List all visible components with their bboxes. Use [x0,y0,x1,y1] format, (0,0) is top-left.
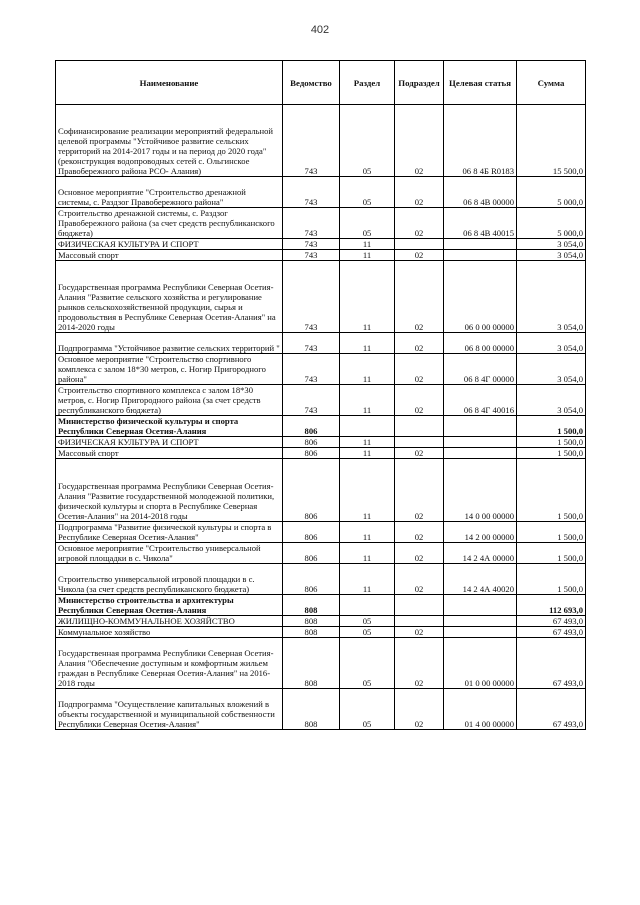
cell-dept: 808 [283,689,340,730]
cell-dept: 806 [283,437,340,448]
cell-name: Государственная программа Республики Северная Осетия-Алания "Развитие сельского хозяйства и регулирование рынков сельскохозяйственной продукции, сырья и продовольствия в Республике Северная Осетия-Алания" на 2014-2020 годы [56,261,283,333]
cell-target [444,437,517,448]
cell-subsection [395,595,444,616]
cell-dept: 743 [283,177,340,208]
cell-name: Подпрограмма "Развитие физической культуры и спорта в Республике Северная Осетия-Алания" [56,522,283,543]
cell-target [444,239,517,250]
cell-sum: 1 500,0 [517,543,586,564]
table-row [56,689,586,730]
table-row [56,437,586,448]
table-row [56,564,586,595]
header-target: Целевая статья [444,61,517,105]
header-name: Наименование [56,61,283,105]
cell-subsection: 02 [395,689,444,730]
cell-name: Софинансирование реализации мероприятий федеральной целевой программы "Устойчивое развитие сельских территорий на 2014-2017 годы и на период до 2020 года" (реконструкция водопроводных сетей с. Ольгинское Правобережного района РСО- Алания) [56,105,283,177]
cell-dept: 806 [283,448,340,459]
cell-subsection: 02 [395,354,444,385]
cell-sum: 1 500,0 [517,459,586,522]
cell-section: 11 [340,522,395,543]
cell-dept: 743 [283,261,340,333]
budget-table [55,60,586,730]
cell-target [444,616,517,627]
cell-dept: 808 [283,595,340,616]
cell-name: Массовый спорт [56,250,283,261]
cell-section: 05 [340,208,395,239]
table-header-row [56,61,586,105]
cell-name: Министерство строительства и архитектуры Республики Северная Осетия-Алания [56,595,283,616]
cell-section: 11 [340,354,395,385]
table-row [56,239,586,250]
cell-dept: 743 [283,208,340,239]
cell-dept: 743 [283,354,340,385]
cell-dept: 808 [283,627,340,638]
cell-name: Государственная программа Республики Северная Осетия-Алания "Развитие государственной молодежной политики, физической культуры и спорта в Республике Северная Осетия-Алания" на 2014-2018 годы [56,459,283,522]
cell-target: 06 8 4Б R0183 [444,105,517,177]
cell-dept: 806 [283,543,340,564]
cell-section: 05 [340,627,395,638]
cell-target [444,627,517,638]
cell-target [444,250,517,261]
cell-name: Основное мероприятие "Строительство универсальной игровой площадки в с. Чикола" [56,543,283,564]
cell-sum: 5 000,0 [517,208,586,239]
cell-section: 05 [340,616,395,627]
cell-sum: 67 493,0 [517,616,586,627]
cell-sum: 1 500,0 [517,448,586,459]
cell-target: 06 8 4Г 40016 [444,385,517,416]
table-row [56,459,586,522]
cell-subsection: 02 [395,564,444,595]
cell-target: 06 8 4В 40015 [444,208,517,239]
cell-sum: 1 500,0 [517,437,586,448]
cell-dept: 743 [283,385,340,416]
cell-section [340,595,395,616]
cell-dept: 806 [283,522,340,543]
cell-subsection: 02 [395,208,444,239]
cell-target [444,448,517,459]
cell-target: 06 8 4Г 00000 [444,354,517,385]
cell-sum: 1 500,0 [517,416,586,437]
cell-sum: 67 493,0 [517,689,586,730]
header-dept: Ведомство [283,61,340,105]
cell-name: Министерство физической культуры и спорта Республики Северная Осетия-Алания [56,416,283,437]
cell-section: 05 [340,689,395,730]
table-row [56,595,586,616]
cell-section: 11 [340,543,395,564]
table-row [56,208,586,239]
table-row [56,250,586,261]
cell-target: 14 2 00 00000 [444,522,517,543]
cell-section: 11 [340,385,395,416]
cell-target: 14 2 4А 00000 [444,543,517,564]
cell-target: 06 0 00 00000 [444,261,517,333]
cell-sum: 3 054,0 [517,239,586,250]
table-row [56,616,586,627]
cell-name: ФИЗИЧЕСКАЯ КУЛЬТУРА И СПОРТ [56,437,283,448]
cell-section: 05 [340,638,395,689]
table-row [56,261,586,333]
cell-section: 11 [340,261,395,333]
cell-name: Подпрограмма "Устойчивое развитие сельских территорий " [56,333,283,354]
cell-subsection: 02 [395,105,444,177]
cell-subsection: 02 [395,333,444,354]
cell-section: 11 [340,564,395,595]
cell-name: ФИЗИЧЕСКАЯ КУЛЬТУРА И СПОРТ [56,239,283,250]
cell-target: 01 0 00 00000 [444,638,517,689]
cell-subsection: 02 [395,448,444,459]
cell-name: Строительство универсальной игровой площадки в с. Чикола (за счет средств республиканского бюджета) [56,564,283,595]
header-sum: Сумма [517,61,586,105]
cell-subsection: 02 [395,177,444,208]
cell-target: 06 8 4В 00000 [444,177,517,208]
cell-target: 06 8 00 00000 [444,333,517,354]
cell-sum: 15 500,0 [517,105,586,177]
table-row [56,177,586,208]
cell-dept: 808 [283,616,340,627]
cell-subsection: 02 [395,543,444,564]
cell-dept: 743 [283,250,340,261]
cell-sum: 3 054,0 [517,333,586,354]
cell-section: 11 [340,250,395,261]
table-row [56,385,586,416]
cell-sum: 3 054,0 [517,250,586,261]
cell-dept: 806 [283,564,340,595]
cell-dept: 743 [283,105,340,177]
cell-name: Строительство спортивного комплекса с залом 18*30 метров, с. Ногир Пригородного района (за счет средств республиканского бюджета) [56,385,283,416]
cell-section: 11 [340,448,395,459]
table-row [56,333,586,354]
table-row [56,522,586,543]
cell-sum: 67 493,0 [517,627,586,638]
cell-sum: 1 500,0 [517,522,586,543]
cell-target: 01 4 00 00000 [444,689,517,730]
cell-subsection: 02 [395,627,444,638]
cell-section: 05 [340,105,395,177]
cell-subsection [395,616,444,627]
cell-section: 05 [340,177,395,208]
cell-subsection [395,437,444,448]
table-row [56,354,586,385]
cell-sum: 5 000,0 [517,177,586,208]
cell-name: ЖИЛИЩНО-КОММУНАЛЬНОЕ ХОЗЯЙСТВО [56,616,283,627]
table-row [56,416,586,437]
cell-dept: 743 [283,239,340,250]
table-row [56,105,586,177]
cell-subsection [395,416,444,437]
cell-name: Массовый спорт [56,448,283,459]
cell-sum: 3 054,0 [517,354,586,385]
cell-sum: 1 500,0 [517,564,586,595]
header-section: Раздел [340,61,395,105]
cell-sum: 112 693,0 [517,595,586,616]
table-row [56,448,586,459]
cell-subsection: 02 [395,638,444,689]
cell-dept: 743 [283,333,340,354]
cell-subsection: 02 [395,522,444,543]
cell-sum: 67 493,0 [517,638,586,689]
cell-section: 11 [340,333,395,354]
cell-subsection [395,239,444,250]
cell-dept: 808 [283,638,340,689]
cell-dept: 806 [283,459,340,522]
table-row [56,638,586,689]
cell-name: Государственная программа Республики Северная Осетия-Алания "Обеспечение доступным и комфортным жильем граждан в Республике Северная Осетия-Алания" на 2016-2018 годы [56,638,283,689]
cell-target: 14 0 00 00000 [444,459,517,522]
table-row [56,627,586,638]
cell-name: Коммунальное хозяйство [56,627,283,638]
cell-target [444,595,517,616]
cell-subsection: 02 [395,250,444,261]
cell-sum: 3 054,0 [517,261,586,333]
page-number: 402 [310,24,330,36]
cell-target: 14 2 4А 40020 [444,564,517,595]
cell-section [340,416,395,437]
cell-sum: 3 054,0 [517,385,586,416]
cell-name: Основное мероприятие "Строительство дренажной системы, с. Раздзог Правобережного района" [56,177,283,208]
cell-section: 11 [340,239,395,250]
cell-name: Основное мероприятие "Строительство спортивного комплекса с залом 18*30 метров, с. Ногир Пригородного района" [56,354,283,385]
header-subsection: Подраздел [395,61,444,105]
cell-section: 11 [340,437,395,448]
cell-name: Строительство дренажной системы, с. Раздзог Правобережного района (за счет средств республиканского бюджета) [56,208,283,239]
cell-subsection: 02 [395,385,444,416]
cell-target [444,416,517,437]
cell-name: Подпрограмма "Осуществление капитальных вложений в объекты государственной и муниципальной собственности Республики Северная Осетия-Алания" [56,689,283,730]
cell-subsection: 02 [395,261,444,333]
table-row [56,543,586,564]
cell-section: 11 [340,459,395,522]
cell-dept: 806 [283,416,340,437]
cell-subsection: 02 [395,459,444,522]
